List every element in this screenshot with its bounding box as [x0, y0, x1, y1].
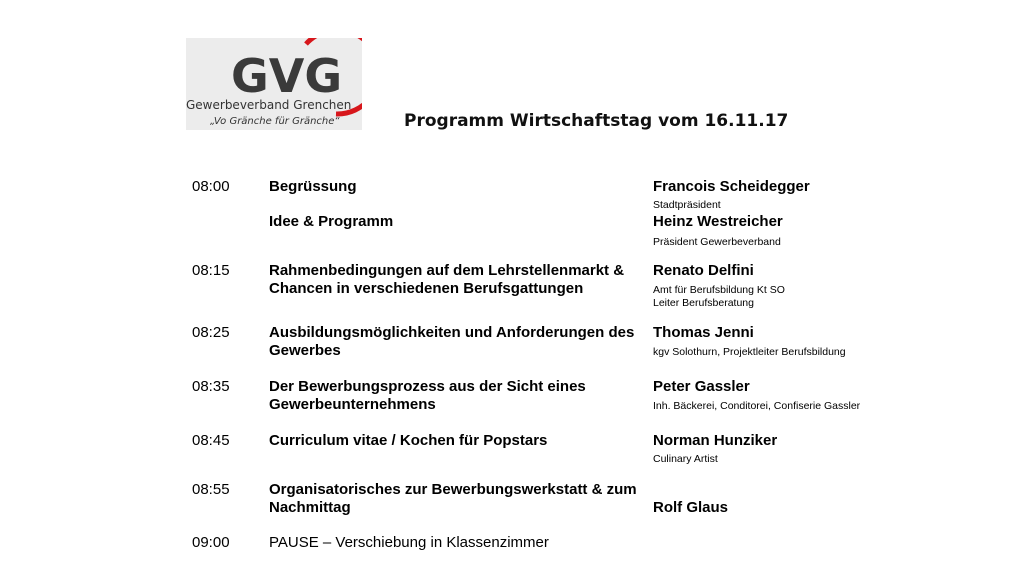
topic-line-1: Organisatorisches zur Bewerbungswerkstatt & zum	[269, 481, 637, 498]
speaker: Heinz Westreicher	[653, 213, 783, 230]
logo-motto: „Vo Gränche für Gränche“	[210, 116, 340, 127]
speaker: Norman Hunziker	[653, 432, 778, 449]
speaker-role: Präsident Gewerbeverband	[653, 236, 781, 248]
gvg-logo	[186, 38, 362, 130]
topic-line-2: Gewerbeunternehmens	[269, 396, 436, 413]
topic-line-2: Nachmittag	[269, 499, 351, 516]
speaker: Francois Scheidegger	[653, 178, 810, 195]
speaker: Thomas Jenni	[653, 324, 754, 341]
speaker: Rolf Glaus	[653, 499, 729, 516]
time: 08:00	[192, 178, 230, 195]
time: 08:35	[192, 378, 230, 395]
speaker: Peter Gassler	[653, 378, 750, 395]
gvg-logo-graphic	[186, 38, 362, 130]
speaker-role: Inh. Bäckerei, Conditorei, Confiserie Gassler	[653, 400, 861, 412]
speaker-role: kgv Solothurn, Projektleiter Berufsbildung	[653, 346, 846, 358]
topic: Idee & Programm	[269, 213, 394, 230]
speaker-role-line-1: Amt für Berufsbildung Kt SO	[653, 284, 785, 296]
speaker: Renato Delfini	[653, 262, 754, 279]
time: 09:00	[192, 534, 230, 551]
topic: Begrüssung	[269, 178, 357, 195]
page-title: Programm Wirtschaftstag vom 16.11.17	[404, 111, 789, 131]
topic-line-2: Gewerbes	[269, 342, 341, 359]
time: 08:25	[192, 324, 230, 341]
speaker-role: Stadtpräsident	[653, 199, 721, 211]
topic: PAUSE – Verschiebung in Klassenzimmer	[269, 534, 549, 551]
topic-line-1: Der Bewerbungsprozess aus der Sicht eines	[269, 378, 586, 395]
topic-line-1: Rahmenbedingungen auf dem Lehrstellenmarkt &	[269, 262, 625, 279]
time: 08:45	[192, 432, 230, 449]
time: 08:55	[192, 481, 230, 498]
speaker-role-line-2: Leiter Berufsberatung	[653, 297, 754, 309]
topic-line-2: Chancen in verschiedenen Berufsgattungen	[269, 280, 584, 297]
logo-wordmark: GVG	[231, 49, 343, 103]
time: 08:15	[192, 262, 230, 279]
topic: Curriculum vitae / Kochen für Popstars	[269, 432, 548, 449]
speaker-role: Culinary Artist	[653, 453, 718, 465]
topic-line-1: Ausbildungsmöglichkeiten und Anforderungen des	[269, 324, 635, 341]
logo-org-name: Gewerbeverband Grenchen	[186, 98, 352, 112]
